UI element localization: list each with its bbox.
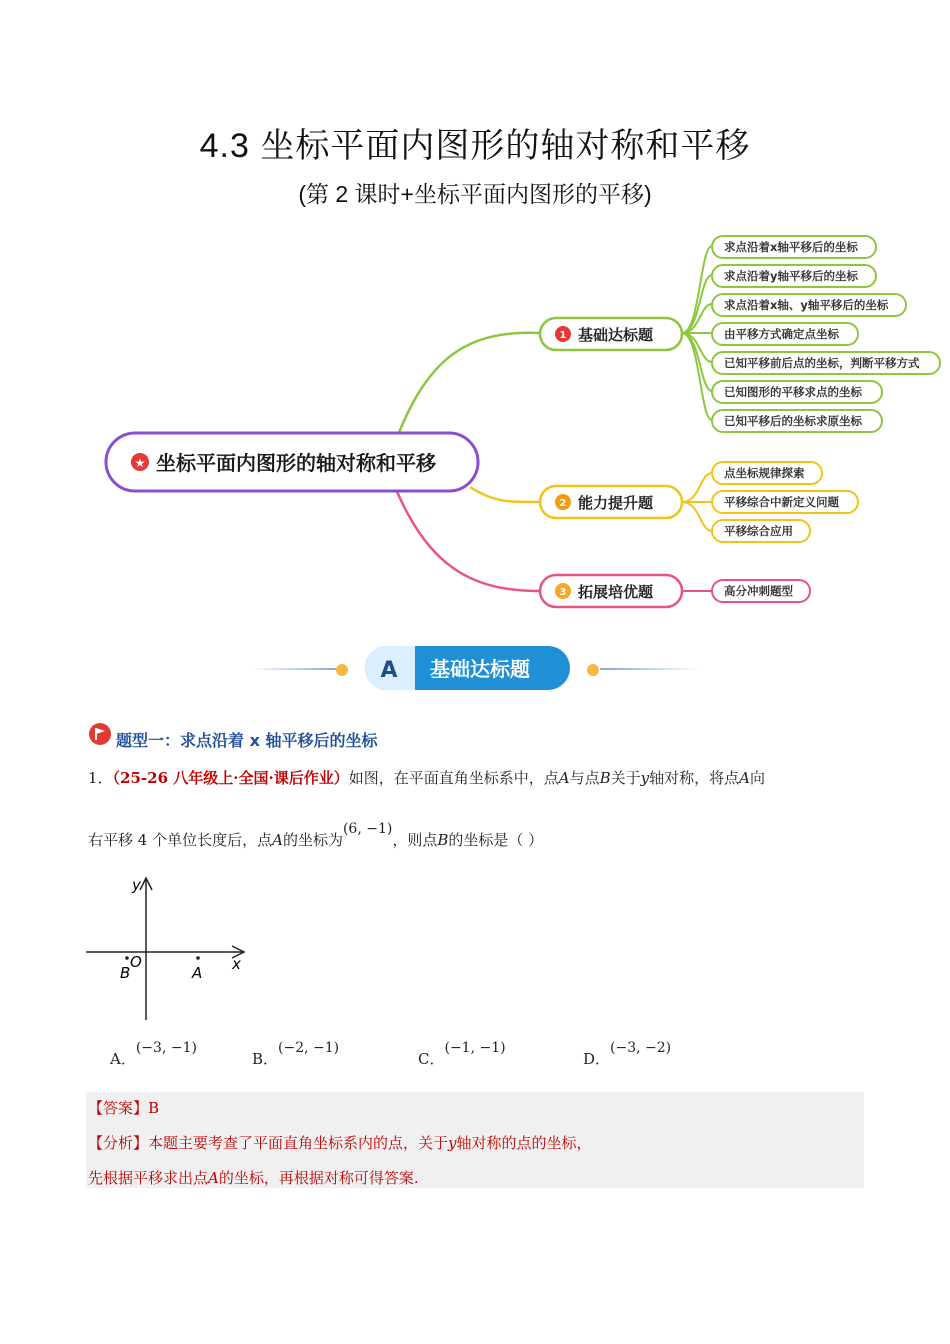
svg-text:3: 3: [559, 587, 567, 598]
coordinate-figure: [84, 872, 254, 1022]
point-a-dot: [196, 956, 200, 960]
x-axis-label: x: [232, 955, 241, 973]
leaf-item: 求点沿着y轴平移后的坐标: [724, 269, 858, 283]
answer-line: 【答案】B: [88, 1099, 160, 1117]
option-d[interactable]: D．(−3, −2): [583, 1040, 672, 1068]
section-banner: [250, 640, 700, 700]
option-c[interactable]: C．(−1, −1): [418, 1040, 506, 1068]
mind-map: [0, 225, 950, 620]
page-title: 4.3 坐标平面内图形的轴对称和平移: [199, 127, 751, 165]
branch-2-node: [540, 486, 682, 518]
banner-dot-right: [587, 664, 599, 676]
mind-map-root-label: 坐标平面内图形的轴对称和平移: [156, 451, 436, 475]
branch-1-label: 基础达标题: [578, 326, 654, 344]
branch-3-node: [540, 575, 682, 607]
svg-text:1: 1: [559, 330, 567, 341]
point-a-label: A: [192, 964, 203, 982]
question-type-title: 题型一：求点沿着 x 轴平移后的坐标: [116, 731, 378, 750]
origin-label: O: [130, 953, 142, 971]
question-source: （25-26 八年级上·全国·课后作业）: [112, 769, 349, 787]
connectors-branch-1-leaves: [682, 246, 712, 420]
branch-1-leaves: [712, 236, 940, 432]
leaf-item: 平移综合中新定义问题: [724, 495, 839, 509]
connector-branch-1: [398, 333, 540, 435]
connector-branch-2: [470, 487, 540, 502]
point-b-label: B: [120, 964, 131, 982]
analysis-line-2: 先根据平移求出点A的坐标，再根据对称可得答案.: [88, 1169, 419, 1187]
leaf-item: 求点沿着x轴、y轴平移后的坐标: [724, 298, 889, 312]
banner-label: 基础达标题: [430, 657, 530, 681]
branch-2-leaves: [712, 462, 858, 542]
question-1-line-1: 1．（25-26 八年级上·全国·课后作业）如图，在平面直角坐标系中，点A与点B关于y轴对称，将点A向: [88, 769, 765, 787]
branch-1-node: [540, 318, 682, 350]
leaf-item: 高分冲刺题型: [724, 584, 793, 598]
svg-text:★: ★: [134, 456, 146, 470]
connectors-branch-2-leaves: [682, 473, 712, 531]
branch-3-leaves: [712, 580, 810, 602]
branch-3-label: 拓展培优题: [578, 583, 654, 601]
svg-text:2: 2: [559, 498, 567, 509]
option-a[interactable]: A．(−3, −1): [110, 1040, 197, 1068]
coordinate-value: (6, −1): [342, 821, 393, 837]
page-subtitle: (第 2 课时+坐标平面内图形的平移): [298, 181, 652, 207]
banner-letter: A: [380, 658, 398, 683]
banner-dot-left: [336, 664, 348, 676]
question-1-line-2: 右平移 4 个单位长度后，点A的坐标为(6, −1)，则点B的坐标是（ ）: [88, 821, 544, 849]
leaf-item: 点坐标规律探索: [724, 466, 805, 480]
leaf-item: 求点沿着x轴平移后的坐标: [724, 240, 858, 254]
leaf-item: 已知平移前后点的坐标，判断平移方式: [724, 356, 920, 370]
leaf-item: 已知平移后的坐标求原坐标: [724, 414, 862, 428]
point-b-dot: [125, 956, 129, 960]
y-axis-label: y: [132, 876, 141, 894]
branch-2-label: 能力提升题: [578, 494, 654, 512]
leaf-item: 由平移方式确定点坐标: [724, 327, 839, 341]
leaf-item: 已知图形的平移求点的坐标: [724, 385, 862, 399]
analysis-line-1: 【分析】本题主要考查了平面直角坐标系内的点，关于y轴对称的点的坐标，: [88, 1134, 592, 1152]
leaf-item: 平移综合应用: [724, 524, 793, 538]
flag-icon: [88, 722, 114, 748]
option-b[interactable]: B．(−2, −1): [252, 1040, 340, 1068]
